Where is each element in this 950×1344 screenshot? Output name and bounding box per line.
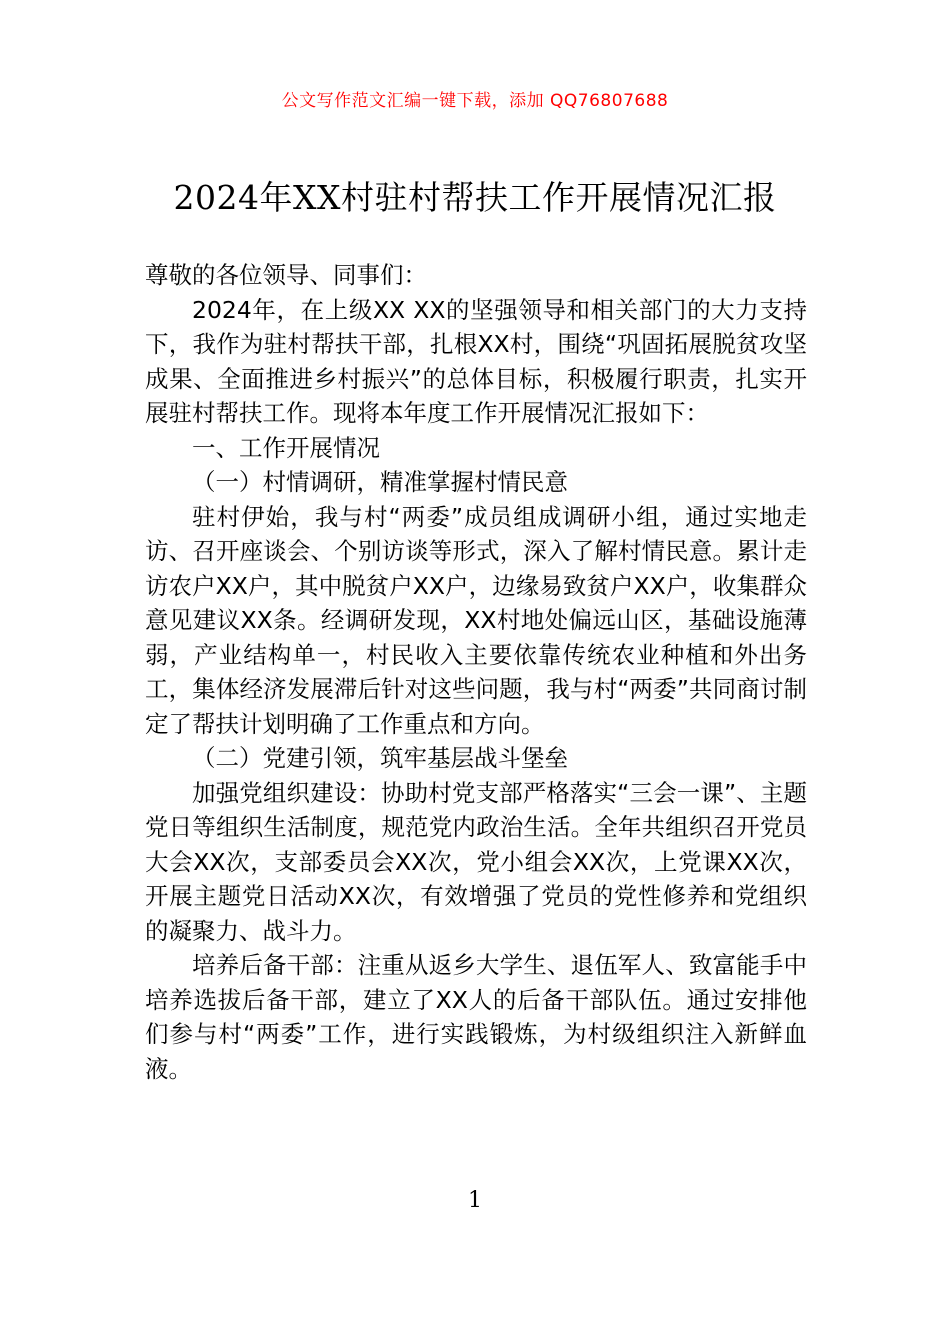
body-paragraph: 加强党组织建设：协助村党支部严格落实“三会一课”、主题党日等组织生活制度，规范党内政治生活。全年共组织召开党员大会XX次，支部委员会XX次，党小组会XX次，上党课XX次，开展主题党日活动XX次，有效增强了党员的党性修养和党组织的凝聚力、战斗力。 [145, 778, 807, 945]
section-heading: 一、工作开展情况 [192, 433, 380, 462]
document-body [145, 258, 807, 1086]
document-title: 2024年XX村驻村帮扶工作开展情况汇报 [173, 178, 777, 217]
page-number: 1 [468, 1188, 482, 1213]
body-paragraph: 驻村伊始，我与村“两委”成员组成调研小组，通过实地走访、召开座谈会、个别访谈等形式，深入了解村情民意。累计走访农户XX户，其中脱贫户XX户，边缘易致贫户XX户，收集群众意见建议XX条。经调研发现，XX村地处偏远山区，基础设施薄弱，产业结构单一，村民收入主要依靠传统农业种植和外出务工，集体经济发展滞后针对这些问题，我与村“两委”共同商讨制定了帮扶计划明确了工作重点和方向。 [145, 502, 807, 738]
download-notice: 公文写作范文汇编一键下载，添加 QQ76807688 [281, 91, 669, 111]
subsection-heading: （二）党建引领，筑牢基层战斗堡垒 [192, 744, 568, 772]
body-paragraph: 培养后备干部：注重从返乡大学生、退伍军人、致富能手中培养选拔后备干部，建立了XX人的后备干部队伍。通过安排他们参与村“两委”工作，进行实践锻炼，为村级组织注入新鲜血液。 [145, 951, 807, 1083]
intro-paragraph: 2024年，在上级XX XX的坚强领导和相关部门的大力支持下，我作为驻村帮扶干部，扎根XX村，围绕“巩固拓展脱贫攻坚成果、全面推进乡村振兴”的总体目标，积极履行职责，扎实开展驻村帮扶工作。现将本年度工作开展情况汇报如下： [145, 295, 807, 427]
subsection-heading: （一）村情调研，精准掌握村情民意 [192, 468, 568, 496]
salutation: 尊敬的各位领导、同事们： [145, 261, 427, 289]
